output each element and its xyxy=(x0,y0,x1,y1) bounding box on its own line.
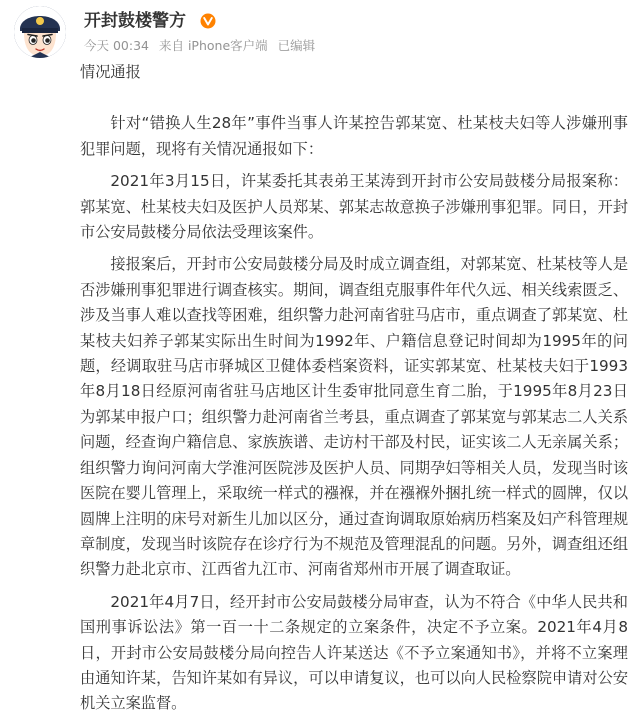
post-content xyxy=(80,60,628,724)
avatar[interactable] xyxy=(14,6,66,58)
police-avatar-icon xyxy=(14,6,66,58)
post-time[interactable]: 今天 00:34 xyxy=(84,38,149,53)
account-name[interactable]: 开封鼓楼警方 xyxy=(84,11,186,31)
post-meta xyxy=(84,38,321,54)
verified-icon xyxy=(200,13,216,29)
post-source: 来自 iPhone客户端 xyxy=(158,38,268,53)
post-title: 情况通报 xyxy=(80,63,141,81)
paragraph-decision: 2021年4月7日，经开封市公安局鼓楼分局审查，认为不符合《中华人民共和国刑事诉讼法》第一百一十二条规定的立案条件，决定不予立案。2021年4月8日，开封市公安局鼓楼分局向控告人许某送达《不予立案通知书》，并将不立案理由通知许某，告知许某如有异议，可以申请复议，也可以向人民检察院申请对公安机关立案监督。 xyxy=(80,592,628,713)
paragraph-intro: 针对“错换人生28年”事件当事人许某控告郭某宽、杜某枝夫妇等人涉嫌刑事犯罪问题，现将有关情况通报如下： xyxy=(80,114,628,158)
paragraph-investigation: 接报案后，开封市公安局鼓楼分局及时成立调查组，对郭某宽、杜某枝等人是否涉嫌刑事犯罪进行调查核实。期间，调查组克服事件年代久远、相关线索匮乏、涉及当事人难以查找等困难，组织警力赴河南省驻马店市，重点调查了郭某宽、杜某枝夫妇养子郭某实际出生时间为1992年、户籍信息登记时间却为1995年的问题，经调取驻马店市驿城区卫健体委档案资料，证实郭某宽、杜某枝夫妇于1993年8月18日经原河南省驻马店地区计生委审批同意生育二胎，于1995年8月23日为郭某申报户口；组织警力赴河南省兰考县，重点调查了郭某宽与郭某志二人关系问题，经查询户籍信息、家族族谱、走访村干部及村民，证实该二人无亲属关系；组织警力询问河南大学淮河医院涉及医护人员、同期孕妇等相关人员，发现当时该医院在婴儿管理上，采取统一样式的襁褓，并在襁褓外捆扎统一样式的圆牌，仅以圆牌上注明的床号对新生儿加以区分，通过查询调取原始病历档案及妇产科管理规章制度，发现当时该院存在诊疗行为不规范及管理混乱的问题。另外，调查组还组织警力赴北京市、江西省九江市、河南省郑州市开展了调查取证。 xyxy=(80,255,628,579)
edited-label[interactable]: 已编辑 xyxy=(277,38,316,53)
post-header xyxy=(8,4,632,60)
paragraph-report: 2021年3月15日，许某委托其表弟王某涛到开封市公安局鼓楼分局报案称：郭某宽、杜某枝夫妇及医护人员郑某、郭某志故意换子涉嫌刑事犯罪。同日，开封市公安局鼓楼分局依法受理该案件。 xyxy=(80,172,628,242)
